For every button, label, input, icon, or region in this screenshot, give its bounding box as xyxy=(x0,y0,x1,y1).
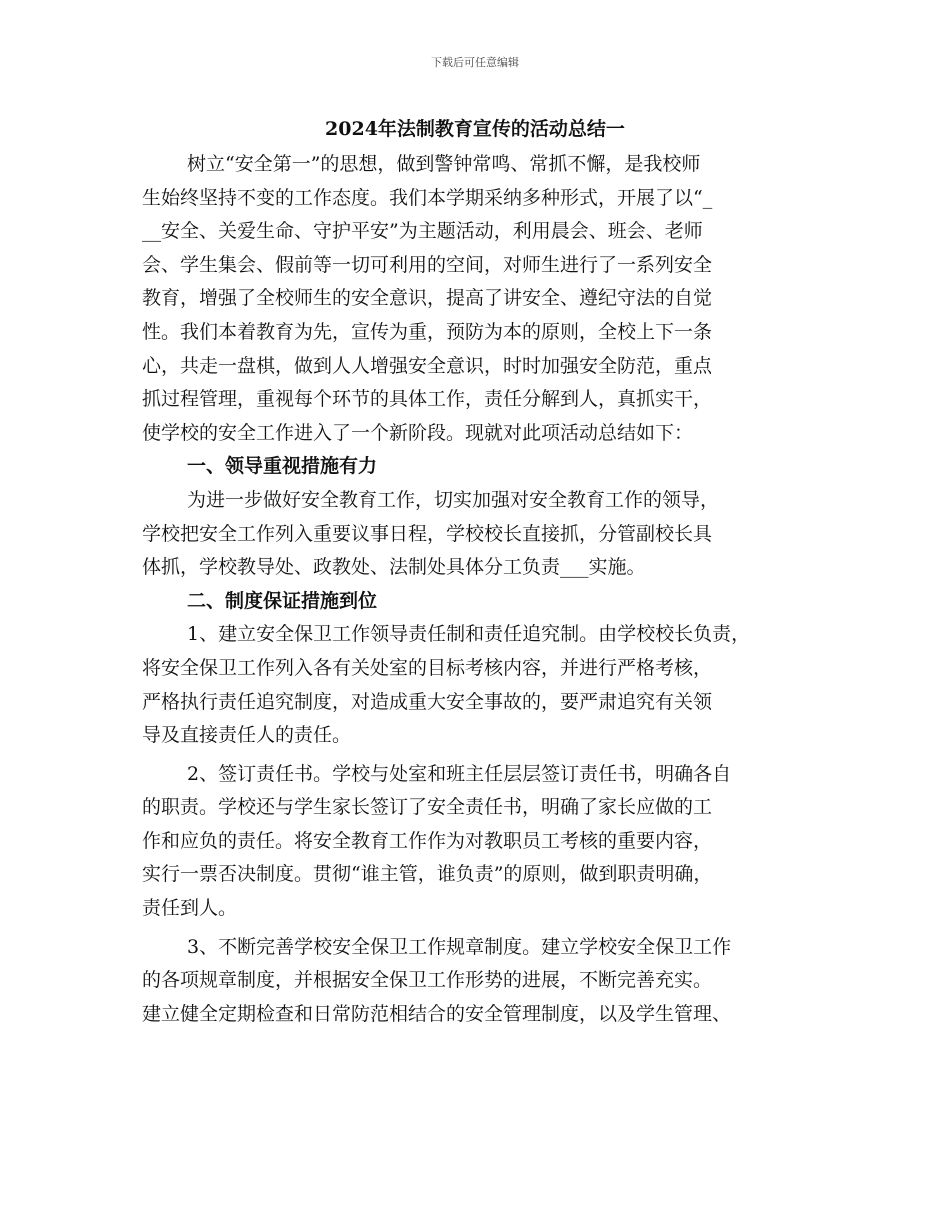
text-line: 作和应负的责任。将安全教育工作作为对教职员工考核的重要内容， xyxy=(142,829,713,852)
text-line: 责任到人。 xyxy=(142,897,238,920)
text-line: 生始终坚持不变的工作态度。我们本学期采纳多种形式，开展了以“_ xyxy=(142,186,713,209)
text-line: 将安全保卫工作列入各有关处室的目标考核内容，并进行严格考核， xyxy=(142,656,713,679)
text-line: 会、学生集会、假前等一切可利用的空间，对师生进行了一系列安全 xyxy=(142,253,713,276)
header-note: 下载后可任意编辑 xyxy=(431,56,519,69)
text-line: 为进一步做好安全教育工作，切实加强对安全教育工作的领导， xyxy=(187,488,720,511)
text-line: 教育，增强了全校师生的安全意识，提高了讲安全、遵纪守法的自觉 xyxy=(142,287,713,310)
text-line: 的各项规章制度，并根据安全保卫工作形势的进展，不断完善充实。 xyxy=(142,969,713,992)
section-heading: 一、领导重视措施有力 xyxy=(187,455,378,478)
text-line: 实行一票否决制度。贯彻“谁主管，谁负责”的原则，做到职责明确， xyxy=(142,863,713,886)
text-line: 2、签订责任书。学校与处室和班主任层层签订责任书，明确各自 xyxy=(187,762,732,785)
text-line: 性。我们本着教育为先，宣传为重，预防为本的原则，全校上下一条 xyxy=(142,320,713,343)
text-line: 体抓，学校教导处、政教处、法制处具体分工负责___实施。 xyxy=(142,556,646,579)
text-line: 导及直接责任人的责任。 xyxy=(142,724,352,747)
text-line: 学校把安全工作列入重要议事日程，学校校长直接抓，分管副校长具 xyxy=(142,522,713,545)
text-line: __安全、关爱生命、守护平安”为主题活动，利用晨会、班会、老师 xyxy=(142,220,703,243)
text-line: 3、不断完善学校安全保卫工作规章制度。建立学校安全保卫工作 xyxy=(187,935,732,958)
document-title: 2024年法制教育宣传的活动总结一 xyxy=(325,118,625,140)
text-line: 树立“安全第一”的思想，做到警钟常鸣、常抓不懈，是我校师 xyxy=(187,153,701,175)
text-line: 抓过程管理，重视每个环节的具体工作，责任分解到人，真抓实干， xyxy=(142,388,713,411)
section-heading: 二、制度保证措施到位 xyxy=(187,589,378,612)
text-line: 的职责。学校还与学生家长签订了安全责任书，明确了家长应做的工 xyxy=(142,796,713,819)
text-line: 1、建立安全保卫工作领导责任制和责任追究制。由学校校长负责， xyxy=(187,623,751,646)
text-line: 心，共走一盘棋，做到人人增强安全意识，时时加强安全防范，重点 xyxy=(142,354,713,377)
document-body xyxy=(142,148,822,1031)
text-line: 建立健全定期检查和日常防范相结合的安全管理制度，以及学生管理、 xyxy=(142,1002,732,1025)
text-line: 使学校的安全工作进入了一个新阶段。现就对此项活动总结如下： xyxy=(142,421,694,444)
text-line: 严格执行责任追究制度，对造成重大安全事故的，要严肃追究有关领 xyxy=(142,690,713,713)
